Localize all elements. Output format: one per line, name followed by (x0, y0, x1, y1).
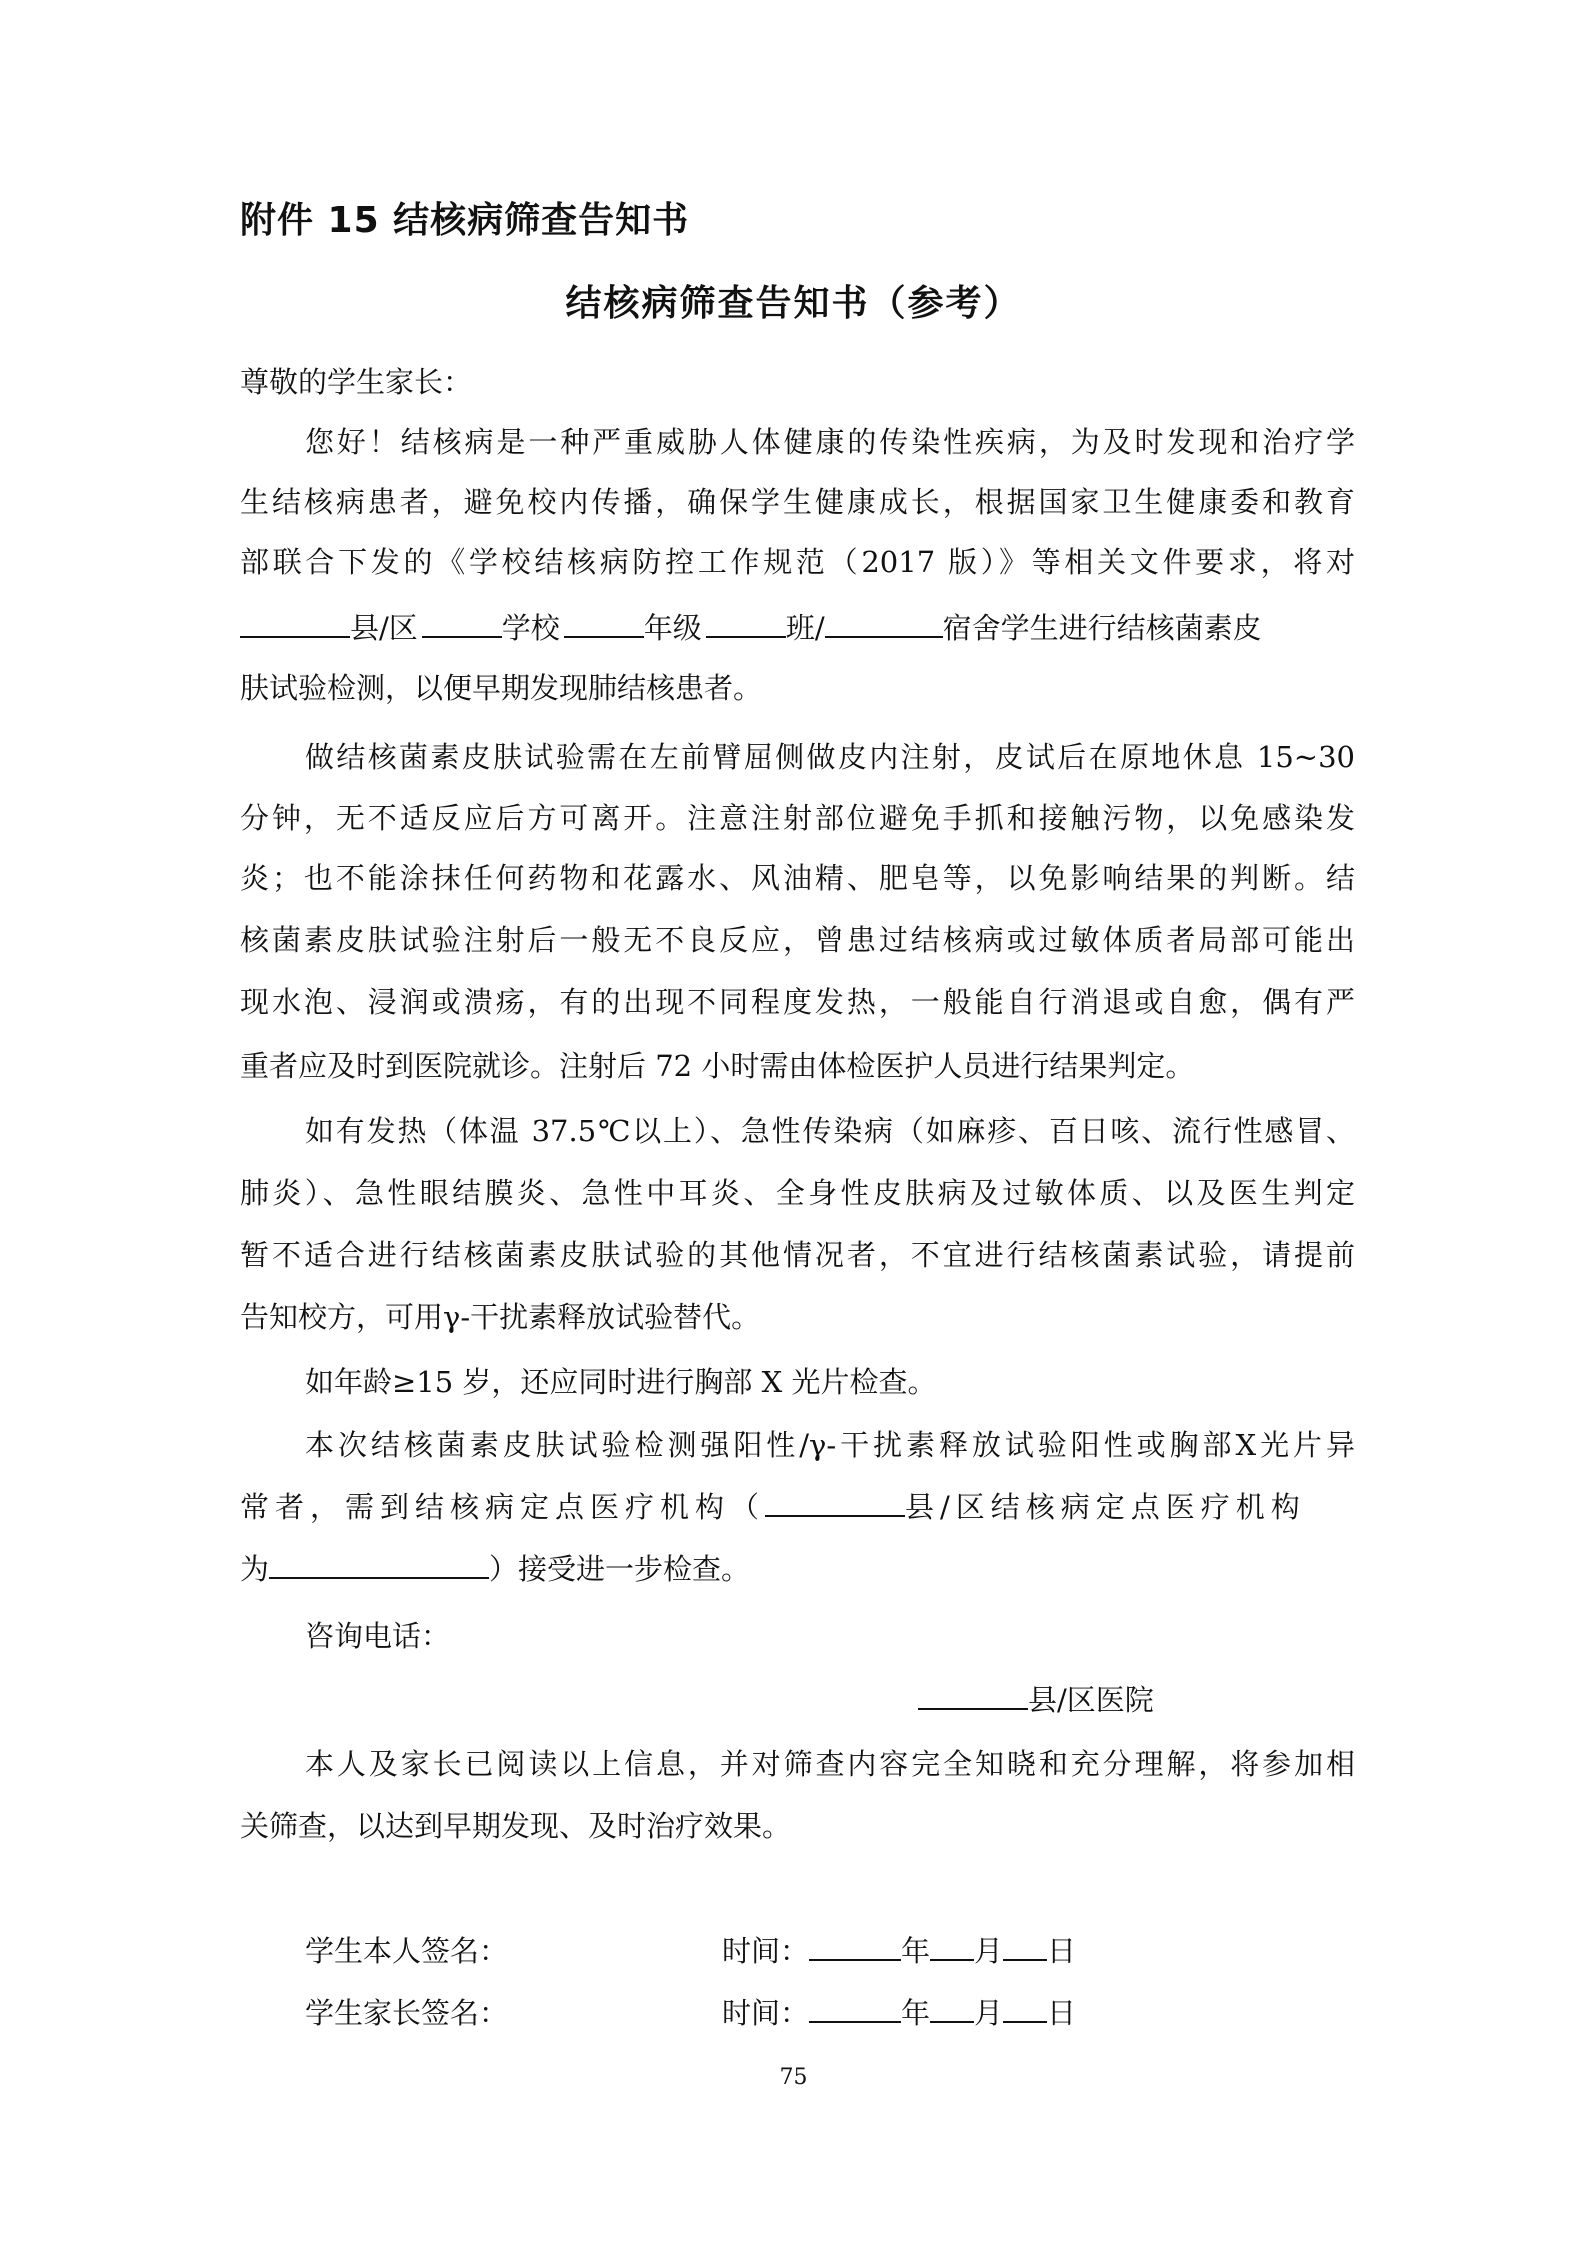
p1-line-3: 部联合下发的《学校结核病防控工作规范（2017 版）》等相关文件要求，将对 (240, 545, 1355, 579)
grade-label: 年级 (643, 611, 702, 645)
page-number: 75 (779, 2065, 808, 2090)
grade-blank[interactable] (564, 612, 644, 638)
p2-line-4: 核菌素皮肤试验注射后一般无不良反应，曾患过结核病或过敏体质者局部可能出 (240, 923, 1355, 957)
day-label: 日 (1047, 1934, 1077, 1968)
p2-line-3: 炎；也不能涂抹任何药物和花露水、风油精、肥皂等，以免影响结果的判断。结 (240, 861, 1355, 895)
p6-line-2: 关筛查，以达到早期发现、及时治疗效果。 (240, 1809, 792, 1843)
designated-county-blank[interactable] (765, 1491, 905, 1517)
year-label: 年 (901, 1934, 931, 1968)
p2-line-6: 重者应及时到医院就诊。注射后 72 小时需由体检医护人员进行结果判定。 (240, 1049, 1195, 1083)
day-label: 日 (1047, 1996, 1077, 2030)
p2-line-5: 现水泡、浸润或溃疡，有的出现不同程度发热，一般能自行消退或自愈，偶有严 (240, 985, 1355, 1019)
greeting: 尊敬的学生家长： (240, 365, 473, 399)
p3-line-2: 肺炎）、急性眼结膜炎、急性中耳炎、全身性皮肤病及过敏体质、以及医生判定 (240, 1176, 1355, 1210)
time-label: 时间： (722, 1934, 810, 1968)
consult-phone-label: 咨询电话： (305, 1619, 451, 1653)
hospital-label: 县/区医院 (1028, 1683, 1154, 1717)
student-month-blank[interactable] (930, 1935, 974, 1961)
student-signature-label: 学生本人签名： (305, 1934, 509, 1968)
p5-line-3 (240, 1549, 1355, 1589)
month-label: 月 (974, 1934, 1004, 1968)
p5-line-3-pre: 为 (240, 1552, 270, 1586)
hospital-county-blank[interactable] (918, 1684, 1028, 1710)
month-label: 月 (974, 1996, 1004, 2030)
student-day-blank[interactable] (1003, 1935, 1047, 1961)
county-label: 县/区 (350, 611, 418, 645)
p5-line-2-post: 县/区结核病定点医疗机构 (905, 1490, 1306, 1524)
time-label: 时间： (722, 1996, 810, 2030)
class-label: 班/ (785, 611, 825, 645)
dormitory-blank[interactable] (825, 612, 943, 638)
parent-signature-date (722, 1993, 1076, 2033)
school-label: 学校 (501, 611, 560, 645)
p3-line-4: 告知校方，可用γ-干扰素释放试验替代。 (240, 1300, 761, 1334)
year-label: 年 (901, 1996, 931, 2030)
designated-institution-blank[interactable] (269, 1553, 489, 1579)
county-blank[interactable] (240, 612, 350, 638)
p5-line-2 (240, 1487, 1355, 1527)
school-blank[interactable] (422, 612, 502, 638)
attachment-heading: 附件 15 结核病筛查告知书 (240, 200, 690, 241)
p5-line-1: 本次结核菌素皮肤试验检测强阳性/γ-干扰素释放试验阳性或胸部X光片异 (305, 1428, 1355, 1462)
p1-line-1: 您好！结核病是一种严重威胁人体健康的传染性疾病，为及时发现和治疗学 (305, 425, 1355, 459)
class-blank[interactable] (706, 612, 786, 638)
p3-line-1: 如有发热（体温 37.5℃以上）、急性传染病（如麻疹、百日咳、流行性感冒、 (305, 1114, 1355, 1148)
parent-year-blank[interactable] (809, 1997, 901, 2023)
p4-line: 如年龄≥15 岁，还应同时进行胸部 X 光片检查。 (305, 1365, 937, 1399)
student-year-blank[interactable] (809, 1935, 901, 1961)
p6-line-1: 本人及家长已阅读以上信息，并对筛查内容完全知晓和充分理解，将参加相 (305, 1747, 1355, 1781)
student-signature-date (722, 1931, 1076, 1971)
p5-line-3-post: ）接受进一步检查。 (489, 1552, 751, 1586)
p3-line-3: 暂不适合进行结核菌素皮肤试验的其他情况者，不宜进行结核菌素试验，请提前 (240, 1238, 1355, 1272)
p1-line-4 (240, 608, 1355, 648)
document-title: 结核病筛查告知书（参考） (565, 283, 1022, 324)
p1-line-5: 肤试验检测，以便早期发现肺结核患者。 (240, 671, 763, 705)
parent-day-blank[interactable] (1003, 1997, 1047, 2023)
p5-line-2-pre: 常者，需到结核病定点医疗机构（ (240, 1490, 766, 1524)
parent-signature-label: 学生家长签名： (305, 1996, 509, 2030)
p1-line-2: 生结核病患者，避免校内传播，确保学生健康成长，根据国家卫生健康委和教育 (240, 485, 1355, 519)
p2-line-1: 做结核菌素皮肤试验需在左前臂屈侧做皮内注射，皮试后在原地休息 15~30 (305, 740, 1355, 774)
hospital-line (918, 1680, 1318, 1720)
p2-line-2: 分钟，无不适反应后方可离开。注意注射部位避免手抓和接触污物，以免感染发 (240, 801, 1355, 835)
p1-line-4-tail: 宿舍学生进行结核菌素皮 (942, 611, 1262, 645)
parent-month-blank[interactable] (930, 1997, 974, 2023)
